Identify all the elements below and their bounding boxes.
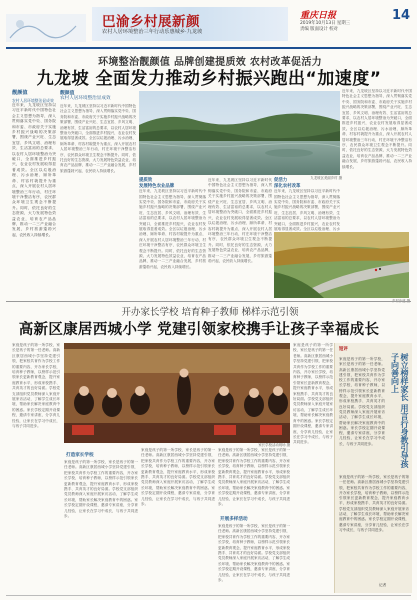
story2-col-e	[218, 524, 290, 593]
story1-headline: 九龙坡 全面发力推动乡村振兴跑出“加速度”	[36, 69, 382, 89]
story2-col-a-text: 家庭是孩子的第一所学校，家长是孩子的第一任老师。高新区康居西城小学坚持党建引领，把家校共育作为学校工作的重要内容，开办家长学校，培育种子教师，以榜样示范引领家长更新教育观念，提升家庭教育水平，形成家校携手、共育英才的良好局面。学校党支部组织党员教师深入家庭开展家访活动，了解学生成长环境，帮助家长解决家庭教育中的困惑。家长学校定期开设课程，邀请专家讲座，分享育儿经验，让家长在学习中成长，与孩子共同进步。	[12, 343, 60, 429]
date-line: 2019年10月13日 星期三	[300, 21, 351, 26]
section-banner	[92, 5, 288, 45]
col-b-text: 近年来，九龙坡区坚持以习近平新时代中国特色社会主义思想为指导，深入贯彻落实党中央、国务院和市委、市政府关于实施乡村振兴战略的决策部署，围绕产业兴旺、生态宜居、乡风文明、治理有效、生活富裕的总要求，以农村人居环境整治为突破口，全面推进乡村振兴，农业农村发展取得显著成效。全区以垃圾治理、污水治理、厕所革命、村容村貌提升为重点，深入开展农村人居环境整治三年行动，村庄环境干净整洁有序，农民群众环境卫生观念不断提升。同时，依托良好的生态资源，大力发展特色效益农业，培育农产品品牌，推动一二三产业融合发展，乡村旅游蓬勃兴起，农民收入持续增长。	[139, 189, 206, 269]
story1-col-e	[274, 178, 340, 230]
subhead-tag: 靓颜值	[60, 91, 75, 96]
inline-subhead-b: 促活力	[274, 178, 288, 183]
commentary-text: 家庭是孩子的第一所学校，家长是孩子的第一任老师。高新区康居西城小学坚持党建引领，把家校共育作为学校工作的重要内容，开办家长学校，培育种子教师，以榜样示范引领家长更新教育观念，提升家庭教育水平，形成家校携手、共育英才的良好局面。学校党支部组织党员教师深入家庭开展家访活动，了解学生成长环境，帮助家长解决家庭教育中的困惑。家长学校定期开设课程，邀请专家讲座，分享育儿经验，让家长在学习中成长，与孩子共同进步。	[339, 357, 385, 446]
story1-col-a	[60, 104, 136, 298]
story1-col-d	[342, 89, 412, 229]
col-c-text: 近年来，九龙坡区坚持以习近平新时代中国特色社会主义思想为指导，深入贯彻落实党中央、国务院和市委、市政府关于实施乡村振兴战略的决策部署，围绕产业兴旺、生态宜居、乡风文明、治理有效、生活富裕的总要求，以农村人居环境整治为突破口，全面推进乡村振兴，农业农村发展取得显著成效。全区以垃圾治理、污水治理、厕所革命、村容村貌提升为重点，深入开展农村人居环境整治三年行动，村庄环境干净整洁有序，农民群众环境卫生观念不断提升。同时，依托良好的生态资源，大力发展特色效益农业，培育农产品品牌，推动一二三产业融合发展，乡村旅游蓬勃兴起，农民收入持续增长。	[208, 178, 272, 264]
inline-subhead-a2: 发展特色农业品牌	[139, 183, 175, 189]
story1-subhead	[60, 89, 138, 102]
story2-col-c-text: 家庭是孩子的第一所学校，家长是孩子的第一任老师。高新区康居西城小学坚持党建引领，把家校共育作为学校工作的重要内容，开办家长学校，培育种子教师，以榜样示范引领家长更新教育观念，提升家庭教育水平，形成家校携手、共育英才的良好局面。学校党支部组织党员教师深入家庭开展家访活动，了解学生成长环境，帮助家长解决家庭教育中的困惑。家长学校定期开设课程，邀请专家讲座，分享育儿经验，让家长在学习中成长，与孩子共同进步。	[141, 448, 215, 507]
masthead-info	[300, 21, 390, 33]
col-e-text: 近年来，九龙坡区坚持以习近平新时代中国特色社会主义思想为指导，深入贯彻落实党中央、国务院和市委、市政府关于实施乡村振兴战略的决策部署，围绕产业兴旺、生态宜居、乡风文明、治理有效、生活富裕的总要求，以农村人居环境整治为突破口，全面推进乡村振兴，农业农村发展取得显著成效。全区以垃圾治理、污水	[274, 189, 340, 232]
inline-subhead-b2: 深化农村改革	[274, 183, 301, 189]
commentary-signature: 记者	[379, 583, 387, 587]
col-a-text: 近年来，九龙坡区坚持以习近平新时代中国特色社会主义思想为指导，深入贯彻落实党中央、国务院和市委、市政府关于实施乡村振兴战略的决策部署，围绕产业兴旺、生态宜居、乡风文明、治理有效、生活富裕的总要求，以农村人居环境整治为突破口，全面推进乡村振兴，农业农村发展取得显著成效。全区以垃圾治理、污水治理、厕所革命、村容村貌提升为重点，深入开展农村人居环境整治三年行动，村庄环境干净整洁有序，农民群众环境卫生观念不断提升。同时，依托良好的生态资源，大力发展特色效益农业，培育农产品品牌，推动一二三产业融合发展，乡村旅游蓬勃兴起，农民收入持续增长。	[60, 104, 136, 173]
story2-subhead-a: 打造家长学校	[66, 453, 94, 458]
masthead	[0, 0, 417, 52]
story2-col-e-text: 家庭是孩子的第一所学校，家长是孩子的第一任老师。高新区康居西城小学坚持党建引领，把家校共育作为学校工作的重要内容，开办家长学校，培育种子教师，以榜样示范引领家长更新教育观念，提升家庭教育水平，形成家校携手、共育英才的良好局面。学校党支部组织党员教师深入家庭开展家访活动，了解学生成长环境，帮助家长解决家庭教育中的困惑。家长学校定期开设课程，邀请专家讲座，分享育儿经验，让家长在学习中成长，与孩子共同进步。	[218, 524, 290, 583]
inline-subhead-a: 提质效	[139, 178, 153, 183]
story2-col-b-text: 家庭是孩子的第一所学校，家长是孩子的第一任老师。高新区康居西城小学坚持党建引领，把家校共育作为学校工作的重要内容，开办家长学校，培育种子教师，以榜样示范引领家长更新教育观念，提升家庭教育水平，形成家校携手、共育英才的良好局面。学校党支部组织党员教师深入家庭开展家访活动，了解学生成长环境，帮助家长解决家庭教育中的困惑。家长学校定期开设课程，邀请专家讲座，分享育儿经验，让家长在学习中成长，与孩子共同进步。	[64, 460, 138, 519]
story1-col-b	[139, 178, 206, 298]
story-divider	[6, 301, 411, 302]
trail-photo	[274, 232, 409, 298]
story2-col-a	[12, 343, 60, 593]
subhead-line: 农村人居环境整治显成效	[60, 96, 111, 101]
river-photo	[139, 91, 340, 175]
newspaper-logo: 重庆日报	[300, 11, 337, 21]
left-column-text: 近年来，九龙坡区坚持以习近平新时代中国特色社会主义思想为指导，深入贯彻落实党中央、国务院和市委、市政府关于实施乡村振兴战略的决策部署，围绕产业兴旺、生态宜居、乡风文明、治理有效、生活富裕的总要求，以农村人居环境整治为突破口，全面推进乡村振兴，农业农村发展取得显著成效。全区以垃圾治理、污水治理、厕所革命、村容村貌提升为重点，深入开展农村人居环境整治三年行动，村庄环境干净整洁有序，农民群众环境卫生观念不断提升。同时，依托良好的生态资源，大力发展特色效益农业，培育农产品品牌，推动一二三产业融合发展，乡村旅游蓬勃兴起，农民收入持续增长。	[12, 103, 56, 237]
col-d-text: 近年来，九龙坡区坚持以习近平新时代中国特色社会主义思想为指导，深入贯彻落实党中央、国务院和市委、市政府关于实施乡村振兴战略的决策部署，围绕产业兴旺、生态宜居、乡风文明、治理有效、生活富裕的总要求，以农村人居环境整治为突破口，全面推进乡村振兴，农业农村发展取得显著成效。全区以垃圾治理、污水治理、厕所革命、村容村貌提升为重点，深入开展农村人居环境整治三年行动，村庄环境干净整洁有序，农民群众环境卫生观念不断提升。同时，依托良好的生态资源，大力发展特色效益农业，培育农产品品牌，推动一二三产业融合发展，乡村旅游蓬勃兴起，农民收入持续增长。	[342, 89, 412, 169]
river-photo-caption: 九龙坡区美丽乡村 摄	[310, 176, 342, 180]
story2-headline: 高新区康居西城小学 党建引领家校携手让孩子幸福成长	[18, 322, 380, 338]
left-section-subtitle: 农村人居环境整治显成效	[12, 98, 54, 103]
story2-col-d-text: 家庭是孩子的第一所学校，家长是孩子的第一任老师。高新区康居西城小学坚持党建引领，把家校共育作为学校工作的重要内容，开办家长学校，培育种子教师，以榜样示范引领家长更新教育观念，提升家庭教育水平，形成家校携手、共育英才的良好局面。学校党支部组织党员教师深入家庭开展家访活动，了解学生成长环境，帮助家长解决家庭教育中的困惑。家长学校定期开设课程，邀请专家讲座，分享育儿经验，让家长在学习中成长，与孩子共同进步。	[218, 448, 290, 507]
story2-subhead-b: 开展多样活动	[220, 517, 248, 522]
editor-line: 责编 版面设计 校对	[300, 27, 338, 32]
story2-col-f-text: 家庭是孩子的第一所学校，家长是孩子的第一任老师。高新区康居西城小学坚持党建引领，把家校共育作为学校工作的重要内容，开办家长学校，培育种子教师，以榜样示范引领家长更新教育观念，提升家庭教育水平，形成家校携手、共育英才的良好局面。学校党支部组织党员教师深入家庭开展家访活动，了解学生成长环境，帮助家长解决家庭教育中的困惑。家长学校定期开设课程，邀请专家讲座，分享育儿经验，让家长在学习中成长，与孩子共同进步。	[293, 343, 333, 445]
classroom-photo-caption: 家长学校活动现场 摄	[258, 443, 290, 447]
story2-col-f	[293, 343, 333, 593]
story1-col-c	[208, 178, 272, 298]
classroom-photo	[64, 343, 290, 443]
bottom-rule	[6, 595, 411, 596]
story2-kicker: 开办家长学校 培育种子教师 梯样示范引领	[121, 307, 299, 318]
commentary-text-lower: 家庭是孩子的第一所学校，家长是孩子的第一任老师。高新区康居西城小学坚持党建引领，把家校共育作为学校工作的重要内容，开办家长学校，培育种子教师，以榜样示范引领家长更新教育观念，提升家庭教育水平，形成家校携手、共育英才的良好局面。学校党支部组织党员教师深入家庭开展家访活动，了解学生成长环境，帮助家长解决家庭教育中的困惑。家长学校定期开设课程，邀请专家讲座，分享育儿经验，让家长在学习中成长，与孩子共同进步。	[339, 475, 409, 532]
masthead-rule	[6, 47, 411, 49]
story1-left-column	[12, 89, 56, 289]
section-title: 巴渝乡村展新颜	[102, 14, 200, 30]
story1-kicker: 环境整治靓颜值 品牌创建提质效 农村改革促活力	[98, 57, 322, 68]
section-subtitle: 农村人居环境整治三年行动乐惠城乡·九龙坡	[102, 29, 203, 35]
story2-col-b	[64, 460, 138, 593]
page-number: 14	[392, 8, 411, 23]
left-section-title: 靓颜值	[12, 90, 28, 96]
story2-col-d	[218, 448, 290, 514]
masthead-emblem	[6, 8, 90, 48]
story2-col-c	[141, 448, 215, 593]
commentary-box	[334, 343, 412, 593]
commentary-tag: 短评	[339, 347, 348, 352]
commentary-title: 树立榜样家长 用言行身教引导孩子向善向上	[390, 353, 409, 468]
